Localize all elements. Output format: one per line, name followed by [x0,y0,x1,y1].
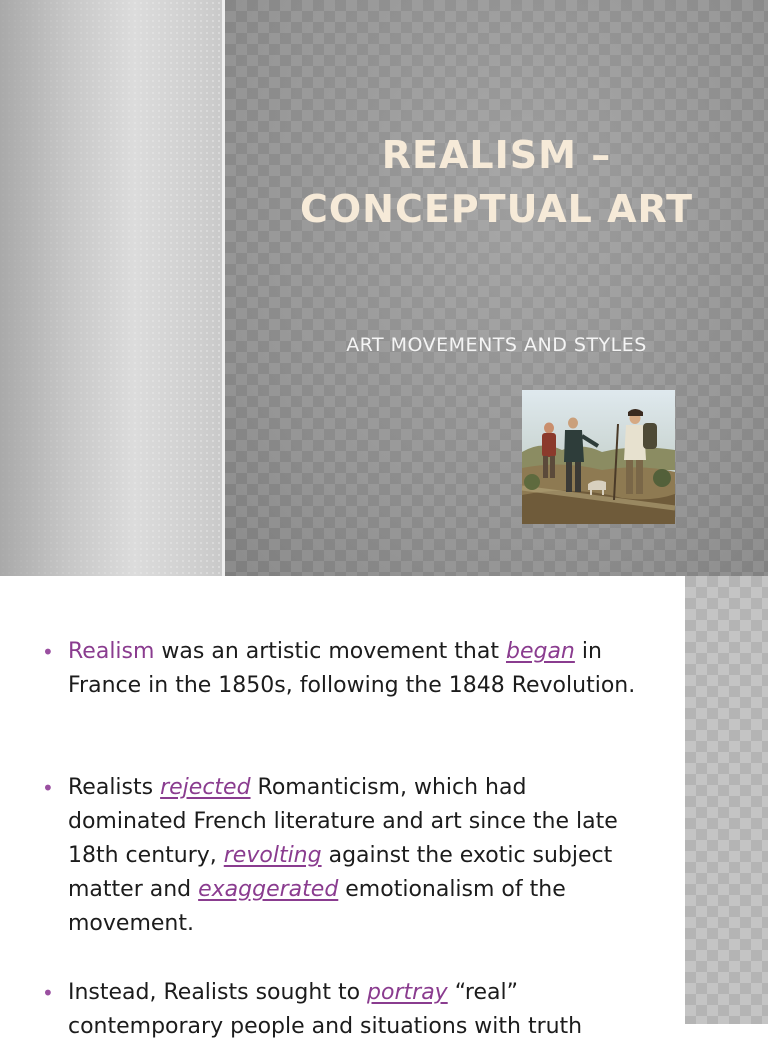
content-slide[interactable] [0,576,768,1039]
slide-title-line-2: CONCEPTUAL ART [299,187,694,231]
bullet-icon: • [42,981,54,1005]
slide-accent-strip [685,576,768,1024]
bullet-text-run: “real” contemporary people and situations with truth [68,980,583,1039]
bullet-text [68,976,642,1044]
bullet-text-run: emotionalism of the movement. [68,877,566,936]
bullet-item [42,976,642,1044]
slide-background-left-panel [0,0,224,576]
link-began[interactable]: began [505,639,575,664]
bullet-text-run: Romanticism, which had dominated French literature and art since the late 18th century, [68,775,618,868]
slide-background-pattern [225,0,768,576]
bullet-text-run: in France in the 1850s, following the 1848 Revolution. [68,639,636,698]
bullet-text-run: was an artistic movement that [154,639,506,664]
slide-title [225,128,768,236]
link-revolting[interactable]: revolting [223,843,322,868]
link-portray[interactable]: portray [367,980,448,1005]
slide-title-line-1: REALISM – [381,133,612,177]
bullet-text-run: against the exotic subject matter and [68,843,613,902]
link-exaggerated[interactable]: exaggerated [198,877,339,902]
bullet-icon: • [42,776,54,800]
bullet-item [42,635,642,703]
bullet-text [68,635,642,703]
bullet-text [68,771,642,941]
bullet-icon: • [42,640,54,664]
bullet-item [42,771,642,941]
painting-illustration [522,390,675,524]
link-rejected[interactable]: rejected [160,775,251,800]
slide-subtitle: ART MOVEMENTS AND STYLES [346,334,647,356]
painting-image [522,390,675,524]
keyword-realism: Realism [68,639,155,664]
bullet-text-run: Realists [68,775,161,800]
bullet-text-run: Instead, Realists sought to [68,980,368,1005]
